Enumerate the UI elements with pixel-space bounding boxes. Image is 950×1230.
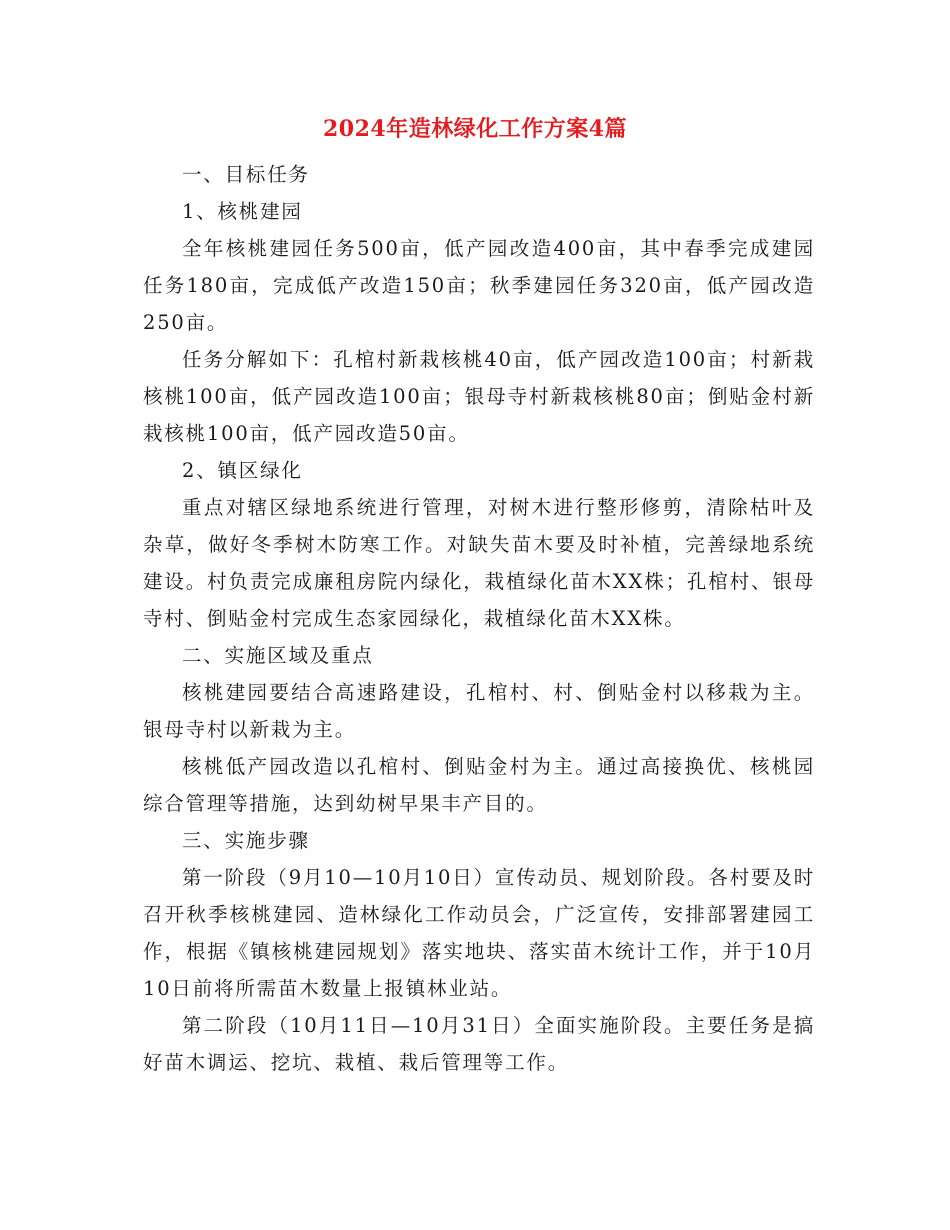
body-paragraph: 全年核桃建园任务500亩，低产园改造400亩，其中春季完成建园任务180亩，完成低产改造150亩；秋季建园任务320亩，低产园改造250亩。 [143, 237, 815, 334]
section-heading: 三、实施步骤 [182, 829, 310, 852]
body-paragraph: 第二阶段（10月11日—10月31日）全面实施阶段。主要任务是搞好苗木调运、挖坑、栽植、栽后管理等工作。 [143, 1014, 815, 1074]
body-paragraph: 第一阶段（9月10—10月10日）宣传动员、规划阶段。各村要及时召开秋季核桃建园、造林绿化工作动员会，广泛宣传，安排部署建园工作，根据《镇核桃建园规划》落实地块、落实苗木统计工作，并于10月10日前将所需苗木数量上报镇林业站。 [143, 866, 815, 1000]
body-paragraph: 重点对辖区绿地系统进行管理，对树木进行整形修剪，清除枯叶及杂草，做好冬季树木防寒工作。对缺失苗木要及时补植，完善绿地系统建设。村负责完成廉租房院内绿化，栽植绿化苗木XX株；孔棺村、银母寺村、倒贴金村完成生态家园绿化，栽植绿化苗木XX株。 [143, 496, 815, 630]
body-paragraph: 核桃低产园改造以孔棺村、倒贴金村为主。通过高接换优、核桃园综合管理等措施，达到幼树早果丰产目的。 [143, 755, 815, 815]
document-title: 2024年造林绿化工作方案4篇 [322, 116, 628, 142]
subsection-heading: 1、核桃建园 [182, 200, 303, 223]
body-paragraph: 核桃建园要结合高速路建设，孔棺村、村、倒贴金村以移栽为主。银母寺村以新栽为主。 [143, 681, 815, 741]
subsection-heading: 2、镇区绿化 [182, 459, 303, 482]
body-paragraph: 任务分解如下：孔棺村新栽核桃40亩，低产园改造100亩；村新栽核桃100亩，低产园改造100亩；银母寺村新栽核桃80亩；倒贴金村新栽核桃100亩，低产园改造50亩。 [143, 348, 815, 445]
section-heading: 一、目标任务 [182, 163, 310, 186]
document-body [143, 156, 815, 1081]
section-heading: 二、实施区域及重点 [182, 644, 374, 667]
